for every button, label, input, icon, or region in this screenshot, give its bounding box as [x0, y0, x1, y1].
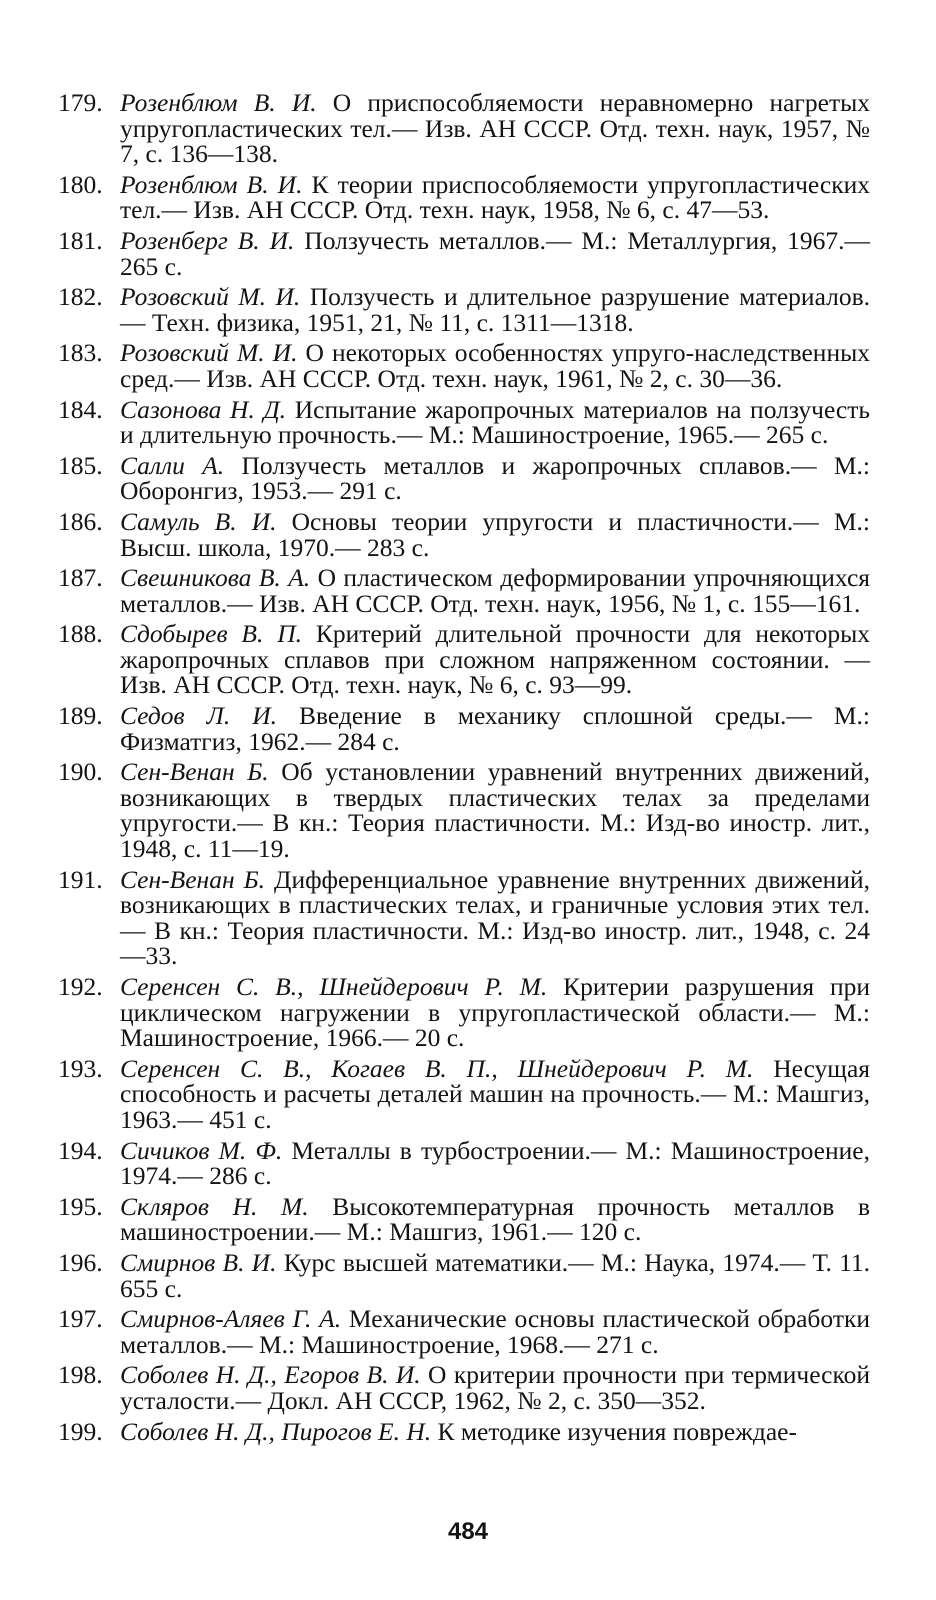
- bibliography-entry: [58, 1135, 870, 1191]
- bibliography-entry: [58, 90, 870, 167]
- entry-number: 191.: [58, 864, 103, 894]
- entry-text: [120, 506, 870, 562]
- entry-text: [120, 1362, 870, 1413]
- entry-text: [120, 703, 870, 754]
- entry-number: 193.: [58, 1053, 103, 1083]
- entry-description: Критерий длительной прочности для некоторых жаропрочных сплавов при сложном напряженном состоянии. — Изв. АН СССР. Отд. техн. наук, № 6, с. 93—99.: [120, 619, 870, 700]
- bibliography-entry: [58, 621, 870, 698]
- entry-text: [120, 974, 870, 1051]
- bibliography-entry: [58, 506, 870, 562]
- entry-author: Смирнов В. И.: [120, 1247, 277, 1277]
- bibliography-entry: [58, 703, 870, 754]
- entry-description: Критерии разрушения при циклическом нагружении в упругопластической области.— М.: Машиностроение, 1966.— 20 с.: [120, 972, 870, 1053]
- entry-text: [120, 1247, 870, 1303]
- bibliography-entry: [58, 394, 870, 450]
- entry-author: Самуль В. И.: [120, 506, 277, 536]
- entry-number: 188.: [58, 619, 103, 649]
- entry-text: [120, 1053, 870, 1134]
- entry-text: [120, 169, 870, 225]
- entry-number: 197.: [58, 1304, 103, 1334]
- entry-description: Ползучесть металлов и жаропрочных сплавов.— М.: Оборонгиз, 1953.— 291 с.: [120, 450, 871, 506]
- bibliography-entry: [58, 340, 870, 391]
- bibliography-entry: [58, 1306, 870, 1357]
- entry-number: 196.: [58, 1247, 103, 1277]
- entry-number: 183.: [58, 338, 103, 368]
- bibliography-entry: [58, 450, 871, 506]
- bibliography-entry: [58, 757, 870, 864]
- entry-text: [120, 450, 871, 506]
- entry-number: 181.: [58, 225, 103, 255]
- entry-description: Ползучесть металлов.— М.: Металлургия, 1967.— 265 с.: [120, 225, 870, 281]
- entry-author: Салли А.: [120, 450, 225, 480]
- page-number: 484: [447, 1518, 489, 1545]
- entry-author: Розенберг В. И.: [120, 225, 295, 255]
- entry-description: Испытание жаропрочных материалов на ползучесть и длительную прочность.— М.: Машиностроение, 1965.— 265 с.: [120, 394, 870, 450]
- entry-number: 198.: [58, 1360, 103, 1390]
- bibliography-entry: [58, 565, 870, 616]
- entry-number: 182.: [58, 282, 103, 312]
- entry-number: 187.: [58, 563, 103, 593]
- entry-number: 189.: [58, 701, 103, 731]
- entry-number: 184.: [58, 394, 103, 424]
- entry-description: О пластическом деформировании упрочняющихся металлов.— Изв. АН СССР. Отд. техн. наук, 1956, № 1, с. 155—161.: [120, 563, 870, 618]
- entry-text: [120, 394, 870, 450]
- entry-description: Дифференциальное уравнение внутренних движений, возникающих в пластических телах, и граничные условия этих тел.— В кн.: Теория пластичности. М.: Изд-во иностр. лит., 1948, с. 24—33.: [120, 864, 870, 971]
- entry-number: 190.: [58, 757, 103, 787]
- entry-number: 194.: [58, 1135, 103, 1165]
- entry-description: К теории приспособляемости упругопластических тел.— Изв. АН СССР. Отд. техн. наук, 1958, № 6, с. 47—53.: [120, 169, 870, 225]
- bibliography-entry: [58, 169, 870, 225]
- entry-description: Высокотемпературная прочность металлов в машиностроении.— М.: Машгиз, 1961.— 120 с.: [120, 1191, 870, 1247]
- entry-description: Курс высшей математики.— М.: Наука, 1974.— Т. 11. 655 с.: [120, 1247, 870, 1303]
- entry-author: Серенсен С. В., Когаев В. П., Шнейдерович Р. М.: [120, 1053, 754, 1083]
- entry-author: Серенсен С. В., Шнейдерович Р. М.: [120, 972, 548, 1001]
- bibliography-entry: [58, 1247, 870, 1303]
- entry-text: [120, 1191, 870, 1247]
- bibliography-entry: [58, 284, 870, 335]
- entry-author: Розовский М. И.: [120, 282, 301, 312]
- bibliography-entry: [58, 974, 870, 1051]
- entry-text: [120, 565, 870, 616]
- entry-author: Скляров Н. М.: [120, 1191, 309, 1221]
- entry-author: Сен-Венан Б.: [120, 864, 266, 894]
- entry-description: О критерии прочности при термической усталости.— Докл. АН СССР, 1962, № 2, с. 350—352.: [120, 1360, 870, 1415]
- entry-number: 195.: [58, 1191, 103, 1221]
- entry-number: 186.: [58, 506, 103, 536]
- entry-text: [120, 284, 870, 335]
- bibliography-entry: [58, 864, 870, 971]
- entry-text: [120, 1135, 870, 1191]
- entry-text: [120, 621, 870, 698]
- entry-number: 199.: [58, 1416, 103, 1446]
- entry-description: Введение в механику сплошной среды.— М.: Физматгиз, 1962.— 284 с.: [120, 701, 870, 756]
- entry-number: 185.: [58, 450, 103, 480]
- bibliography-entry: [58, 1053, 870, 1134]
- entry-text: [120, 1416, 870, 1446]
- entry-author: Розенблюм В. И.: [120, 169, 303, 199]
- entry-text: [120, 90, 870, 167]
- entry-description: Об установлении уравнений внутренних движений, возникающих в твердых пластических телах за пределами упругости.— В кн.: Теория пластичности. М.: Изд-во иностр. лит., 1948, с. 11—19.: [120, 757, 870, 864]
- entry-author: Сичиков М. Ф.: [120, 1135, 283, 1165]
- entry-description: О приспособляемости неравномерно нагретых упругопластических тел.— Изв. АН СССР. Отд. техн. наук, 1957, № 7, с. 136—138.: [120, 88, 870, 169]
- entry-number: 180.: [58, 169, 103, 199]
- entry-author: Розовский М. И.: [120, 338, 298, 368]
- entry-description: Механические основы пластической обработки металлов.— М.: Машиностроение, 1968.— 271 с.: [120, 1304, 870, 1359]
- entry-description: К методике изучения повреждае-: [431, 1416, 797, 1446]
- bibliography-entry: [58, 1416, 870, 1446]
- bibliography-entry: [58, 225, 870, 281]
- bibliography-entry: [58, 1362, 870, 1413]
- entry-number: 192.: [58, 972, 103, 1001]
- entry-text: [120, 757, 870, 864]
- bibliography-entry: [58, 1191, 870, 1247]
- entry-description: Несущая способность и расчеты деталей машин на прочность.— М.: Машгиз, 1963.— 451 с.: [120, 1053, 870, 1134]
- entry-text: [120, 225, 870, 281]
- entry-author: Седов Л. И.: [120, 701, 278, 731]
- entry-author: Свешникова В. А.: [120, 563, 311, 593]
- entry-author: Смирнов-Аляев Г. А.: [120, 1304, 342, 1334]
- entry-text: [120, 864, 870, 971]
- entry-author: Розенблюм В. И.: [120, 88, 317, 117]
- entry-author: Сдобырев В. П.: [120, 619, 303, 649]
- entry-author: Соболев Н. Д., Пирогов Е. Н.: [120, 1416, 432, 1446]
- entry-description: Основы теории упругости и пластичности.— М.: Высш. школа, 1970.— 283 с.: [120, 506, 870, 562]
- entry-author: Сен-Венан Б.: [120, 757, 269, 787]
- entry-text: [120, 340, 870, 391]
- entry-text: [120, 1306, 870, 1357]
- bibliography-list: [58, 90, 870, 1449]
- entry-number: 179.: [58, 88, 103, 117]
- entry-author: Соболев Н. Д., Егоров В. И.: [120, 1360, 421, 1390]
- entry-author: Сазонова Н. Д.: [120, 394, 287, 424]
- entry-description: Металлы в турбостроении.— М.: Машиностроение, 1974.— 286 с.: [120, 1135, 870, 1191]
- entry-description: Ползучесть и длительное разрушение материалов.— Техн. физика, 1951, 21, № 11, с. 1311—1318.: [120, 282, 870, 337]
- entry-description: О некоторых особенностях упруго-наследственных сред.— Изв. АН СССР. Отд. техн. наук, 1961, № 2, с. 30—36.: [120, 338, 870, 393]
